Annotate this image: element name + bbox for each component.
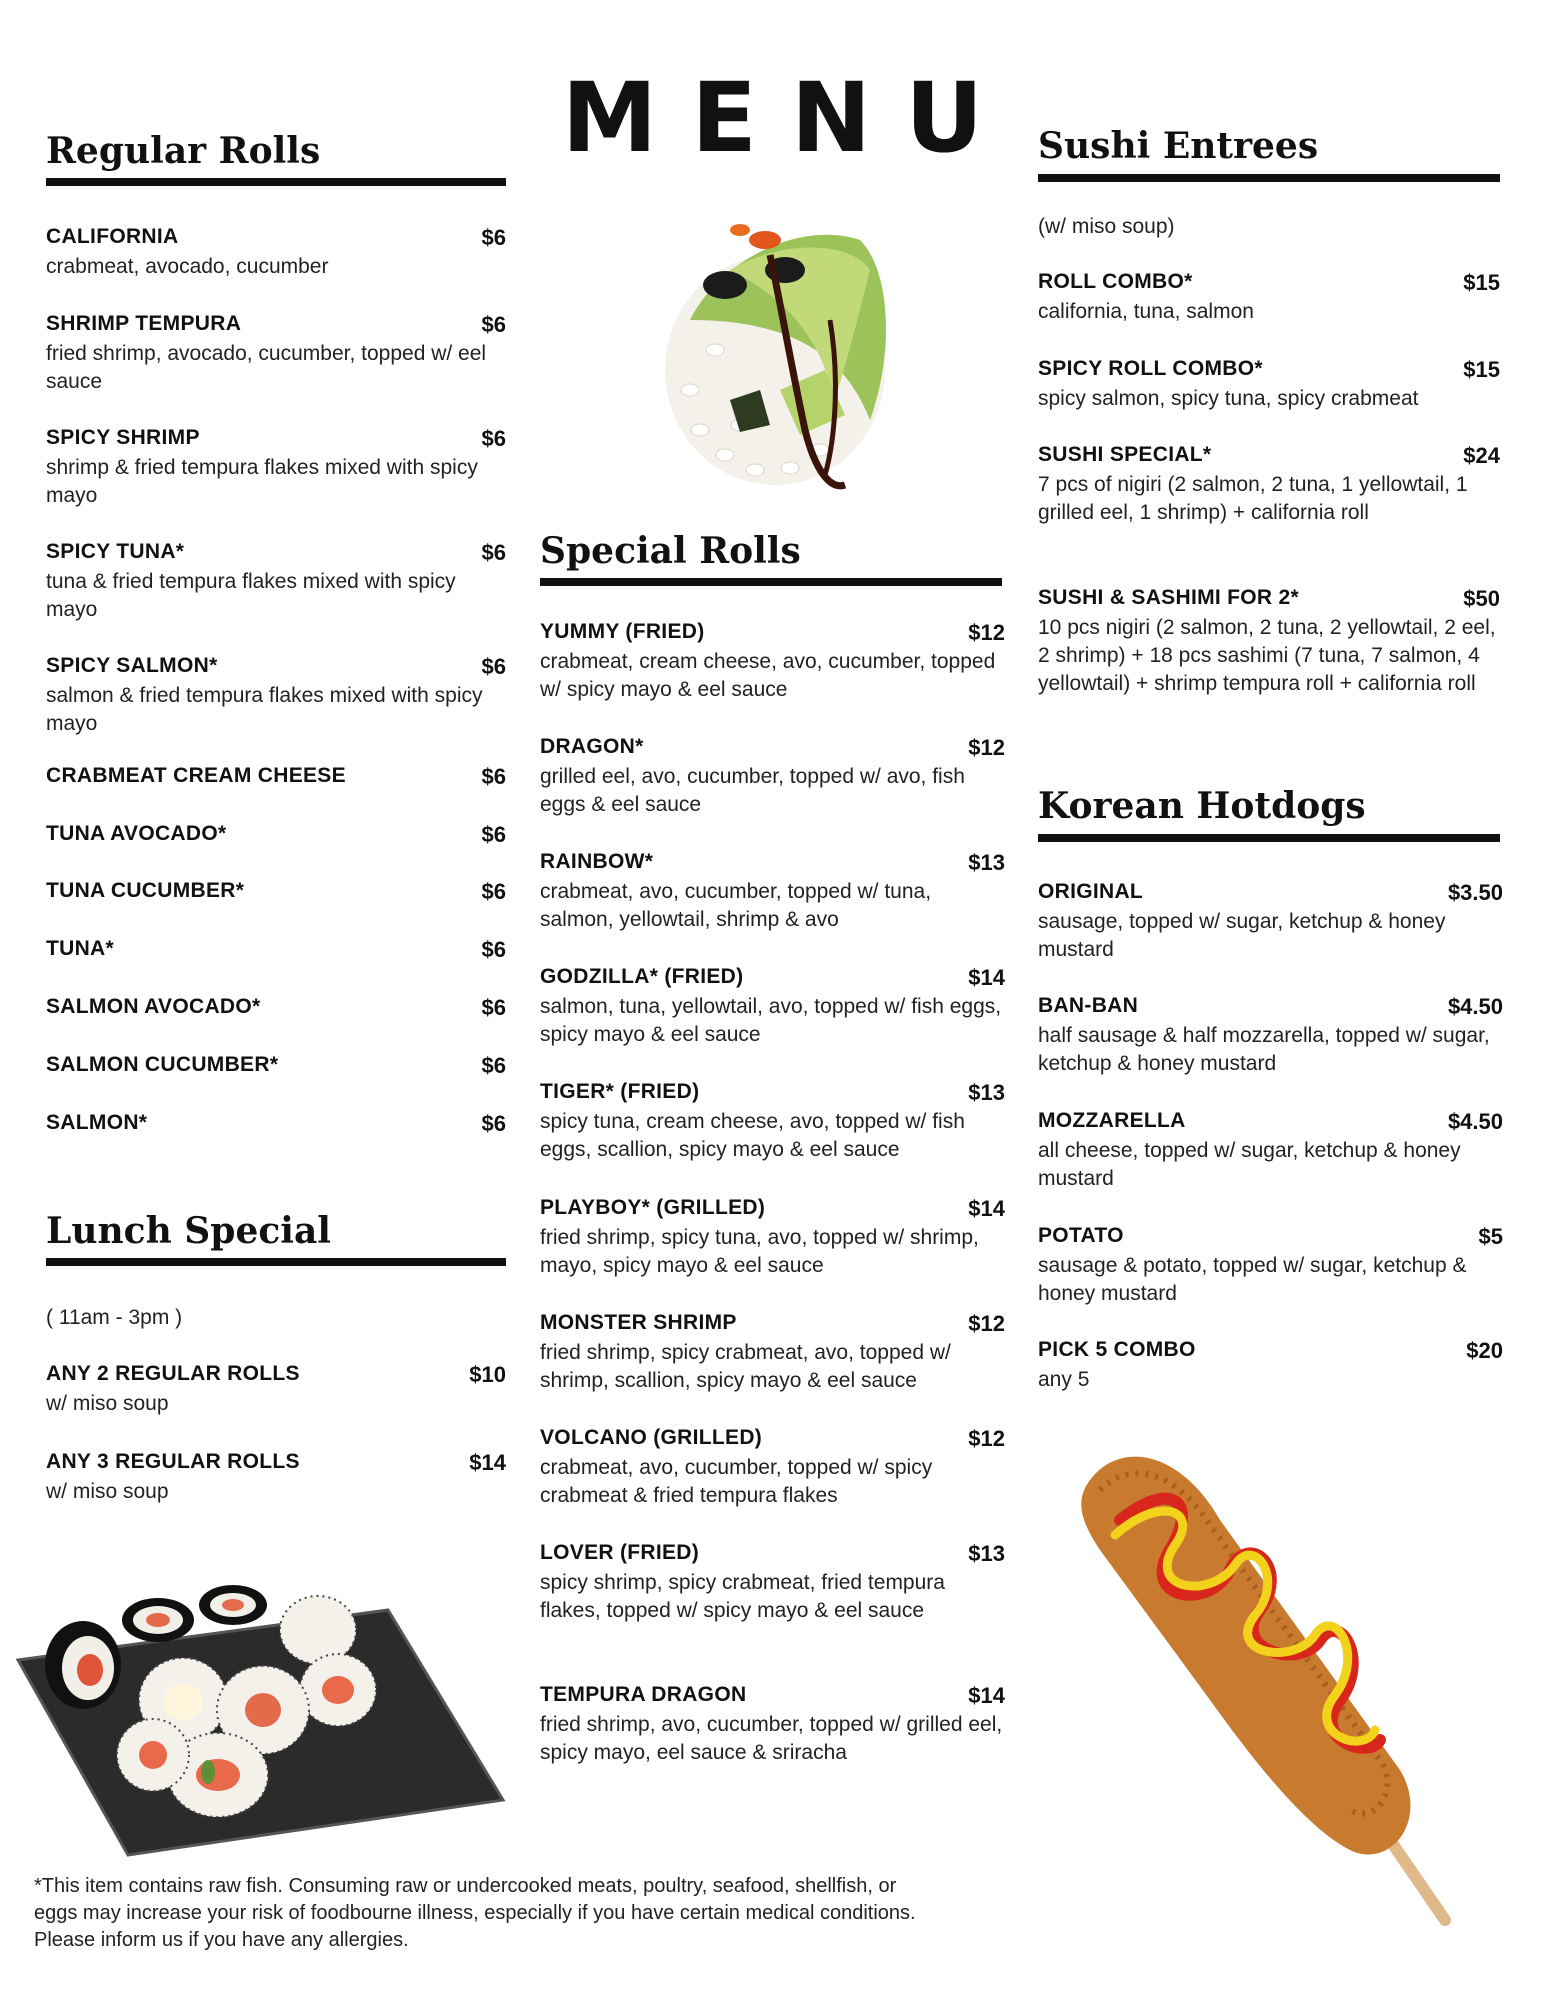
- menu-item-description: half sausage & half mozzarella, topped w/ sugar, ketchup & honey mustard: [1038, 1024, 1490, 1075]
- menu-item-name: CALIFORNIA: [46, 225, 179, 248]
- menu-item: [540, 1683, 1005, 1767]
- menu-item-price: $14: [968, 1196, 1005, 1221]
- menu-item-description: shrimp & fried tempura flakes mixed with spicy mayo: [46, 456, 478, 507]
- menu-item-name: SALMON AVOCADO*: [46, 995, 261, 1018]
- menu-item-name: PLAYBOY* (GRILLED): [540, 1196, 766, 1219]
- menu-item-name: VOLCANO (GRILLED): [540, 1426, 763, 1449]
- menu-item-name: TIGER* (FRIED): [540, 1080, 700, 1103]
- menu-item-price: $6: [481, 995, 506, 1020]
- menu-item: [540, 620, 1005, 704]
- menu-item: [46, 937, 506, 963]
- menu-item-price: $4.50: [1447, 1109, 1503, 1134]
- menu-item-price: $24: [1463, 443, 1500, 468]
- menu-item-name: GODZILLA* (FRIED): [540, 965, 744, 988]
- menu-item-description: spicy shrimp, spicy crabmeat, fried tempura flakes, topped w/ spicy mayo & eel sauce: [540, 1571, 945, 1622]
- lunch-special-rule: [46, 1258, 506, 1266]
- menu-item: [1038, 1109, 1503, 1193]
- menu-item-description: spicy salmon, spicy tuna, spicy crabmeat: [1038, 387, 1419, 410]
- menu-item: [46, 1362, 506, 1418]
- menu-item-price: $6: [481, 1111, 506, 1136]
- menu-item-description: salmon, tuna, yellowtail, avo, topped w/ fish eggs, spicy mayo & eel sauce: [540, 995, 1002, 1046]
- menu-item-description: sausage, topped w/ sugar, ketchup & honey mustard: [1038, 910, 1446, 961]
- menu-item-name: TEMPURA DRAGON: [540, 1683, 747, 1706]
- menu-item: [1038, 270, 1500, 326]
- menu-item-price: $5: [1478, 1224, 1503, 1249]
- menu-item-description: crabmeat, avocado, cucumber: [46, 255, 329, 278]
- menu-item: [1038, 586, 1500, 698]
- menu-item-name: SHRIMP TEMPURA: [46, 312, 242, 335]
- menu-item-name: SPICY ROLL COMBO*: [1038, 357, 1263, 380]
- menu-item-price: $6: [481, 225, 506, 250]
- menu-item-price: $13: [968, 850, 1005, 875]
- menu-item-description: crabmeat, cream cheese, avo, cucumber, topped w/ spicy mayo & eel sauce: [540, 650, 996, 701]
- menu-item-description: all cheese, topped w/ sugar, ketchup & honey mustard: [1038, 1139, 1461, 1190]
- regular-rolls-rule: [46, 178, 506, 186]
- menu-item-name: SALMON CUCUMBER*: [46, 1053, 279, 1076]
- dragon-roll-image: [630, 200, 920, 500]
- sushi-plate-image: [8, 1560, 508, 1860]
- korean-hotdogs-rule: [1038, 834, 1500, 842]
- menu-item-price: $14: [968, 1683, 1005, 1708]
- menu-item: [1038, 1224, 1503, 1308]
- menu-item-name: RAINBOW*: [540, 850, 654, 873]
- menu-item-description: crabmeat, avo, cucumber, topped w/ tuna, salmon, yellowtail, shrimp & avo: [540, 880, 932, 931]
- lunch-hours-note: ( 11am - 3pm ): [46, 1306, 183, 1329]
- menu-item-description: fried shrimp, spicy crabmeat, avo, topped w/ shrimp, scallion, spicy mayo & eel sauce: [540, 1341, 951, 1392]
- menu-item: [540, 1426, 1005, 1510]
- menu-item-description: w/ miso soup: [46, 1480, 169, 1503]
- corn-dog-image: [1060, 1440, 1460, 1930]
- menu-item-price: $13: [968, 1080, 1005, 1105]
- menu-item: [1038, 1338, 1503, 1394]
- menu-item: [540, 1541, 1005, 1625]
- menu-item-price: $4.50: [1447, 994, 1503, 1019]
- miso-soup-note: (w/ miso soup): [1038, 215, 1175, 238]
- menu-item-description: tuna & fried tempura flakes mixed with spicy mayo: [46, 570, 456, 621]
- menu-item: [1038, 443, 1500, 527]
- menu-item: [46, 764, 506, 790]
- menu-item: [46, 1111, 506, 1137]
- menu-item-price: $12: [968, 620, 1005, 645]
- menu-item-name: ANY 2 REGULAR ROLLS: [46, 1362, 300, 1385]
- menu-item-price: $13: [968, 1541, 1005, 1566]
- sushi-entrees-rule: [1038, 174, 1500, 182]
- menu-item: [46, 822, 506, 848]
- lunch-special-heading: Lunch Special: [46, 1210, 331, 1252]
- menu-item-price: $6: [481, 822, 506, 847]
- menu-item-name: SALMON*: [46, 1111, 148, 1134]
- menu-item-name: TUNA AVOCADO*: [46, 822, 227, 845]
- menu-item: [46, 426, 506, 510]
- menu-item: [1038, 880, 1503, 964]
- menu-item-name: TUNA*: [46, 937, 114, 960]
- menu-item-price: $20: [1466, 1338, 1503, 1363]
- menu-item: [540, 965, 1005, 1049]
- menu-item: [540, 1311, 1005, 1395]
- special-rolls-heading: Special Rolls: [540, 530, 801, 572]
- menu-item-name: SPICY TUNA*: [46, 540, 185, 563]
- menu-item-description: sausage & potato, topped w/ sugar, ketchup & honey mustard: [1038, 1254, 1467, 1305]
- menu-title: MENU: [561, 62, 1018, 174]
- menu-item: [540, 1196, 1005, 1280]
- regular-rolls-heading: Regular Rolls: [46, 130, 321, 172]
- menu-item-name: MOZZARELLA: [1038, 1109, 1186, 1132]
- menu-item-name: POTATO: [1038, 1224, 1124, 1247]
- menu-item-price: $6: [481, 426, 506, 451]
- raw-fish-disclaimer: *This item contains raw fish. Consuming raw or undercooked meats, poultry, seafood, shellfish, or eggs may increase your risk of foodbourne illness, especially if you have certain medical conditions. Please inform us if you have any allergies.: [34, 1875, 916, 1951]
- menu-item-description: crabmeat, avo, cucumber, topped w/ spicy crabmeat & fried tempura flakes: [540, 1456, 933, 1507]
- menu-item-price: $15: [1463, 357, 1500, 382]
- menu-item-description: fried shrimp, avocado, cucumber, topped w/ eel sauce: [46, 342, 487, 393]
- menu-item-price: $12: [968, 735, 1005, 760]
- menu-item: [1038, 994, 1503, 1078]
- menu-item-name: DRAGON*: [540, 735, 644, 758]
- menu-item-price: $12: [968, 1426, 1005, 1451]
- menu-item: [540, 735, 1005, 819]
- menu-item-price: $10: [469, 1362, 506, 1387]
- menu-item: [46, 225, 506, 281]
- menu-item-name: MONSTER SHRIMP: [540, 1311, 737, 1334]
- menu-item-name: CRABMEAT CREAM CHEESE: [46, 764, 346, 787]
- menu-item-price: $6: [481, 764, 506, 789]
- menu-item-price: $50: [1463, 586, 1500, 611]
- menu-item: [46, 1053, 506, 1079]
- menu-item-name: SUSHI SPECIAL*: [1038, 443, 1212, 466]
- menu-item-description: 7 pcs of nigiri (2 salmon, 2 tuna, 1 yellowtail, 1 grilled eel, 1 shrimp) + california roll: [1038, 473, 1468, 524]
- menu-item-name: ANY 3 REGULAR ROLLS: [46, 1450, 300, 1473]
- menu-item-name: BAN-BAN: [1038, 994, 1139, 1017]
- menu-item: [46, 995, 506, 1021]
- menu-item-price: $12: [968, 1311, 1005, 1336]
- menu-item: [540, 1080, 1005, 1164]
- menu-item-name: PICK 5 COMBO: [1038, 1338, 1196, 1361]
- menu-item-price: $15: [1463, 270, 1500, 295]
- menu-item-description: salmon & fried tempura flakes mixed with spicy mayo: [46, 684, 483, 735]
- menu-item-price: $3.50: [1447, 880, 1503, 905]
- menu-item: [46, 312, 506, 396]
- menu-item-price: $14: [968, 965, 1005, 990]
- menu-item-name: SPICY SHRIMP: [46, 426, 200, 449]
- menu-item-name: YUMMY (FRIED): [540, 620, 705, 643]
- menu-item-price: $6: [481, 1053, 506, 1078]
- menu-item: [46, 540, 506, 624]
- menu-item-description: 10 pcs nigiri (2 salmon, 2 tuna, 2 yellowtail, 2 eel, 2 shrimp) + 18 pcs sashimi (7 tuna, 7 salmon, 4 yellowtail) + shrimp tempura roll + california roll: [1038, 616, 1496, 695]
- menu-item-description: fried shrimp, avo, cucumber, topped w/ grilled eel, spicy mayo, eel sauce & sriracha: [540, 1713, 1003, 1764]
- korean-hotdogs-heading: Korean Hotdogs: [1038, 785, 1366, 827]
- menu-item-name: ROLL COMBO*: [1038, 270, 1193, 293]
- menu-item-name: ORIGINAL: [1038, 880, 1144, 903]
- menu-item: [46, 654, 506, 738]
- menu-item-price: $6: [481, 312, 506, 337]
- menu-item-name: LOVER (FRIED): [540, 1541, 700, 1564]
- menu-item-price: $6: [481, 654, 506, 679]
- menu-item-price: $14: [469, 1450, 506, 1475]
- menu-item-price: $6: [481, 879, 506, 904]
- menu-item-name: SUSHI & SASHIMI FOR 2*: [1038, 586, 1299, 609]
- menu-item: [1038, 357, 1500, 413]
- menu-item-name: SPICY SALMON*: [46, 654, 218, 677]
- menu-item-description: w/ miso soup: [46, 1392, 169, 1415]
- menu-item-description: fried shrimp, spicy tuna, avo, topped w/ shrimp, mayo, spicy mayo & eel sauce: [540, 1226, 979, 1277]
- menu-item-description: california, tuna, salmon: [1038, 300, 1254, 323]
- menu-item-description: any 5: [1038, 1368, 1090, 1391]
- menu-item-name: TUNA CUCUMBER*: [46, 879, 245, 902]
- menu-item-price: $6: [481, 937, 506, 962]
- menu-item: [46, 1450, 506, 1506]
- menu-item: [46, 879, 506, 905]
- menu-item-description: grilled eel, avo, cucumber, topped w/ avo, fish eggs & eel sauce: [540, 765, 965, 816]
- sushi-entrees-heading: Sushi Entrees: [1038, 125, 1319, 167]
- menu-item-price: $6: [481, 540, 506, 565]
- menu-item: [540, 850, 1005, 934]
- special-rolls-rule: [540, 578, 1002, 586]
- menu-item-description: spicy tuna, cream cheese, avo, topped w/ fish eggs, scallion, spicy mayo & eel sauce: [540, 1110, 965, 1161]
